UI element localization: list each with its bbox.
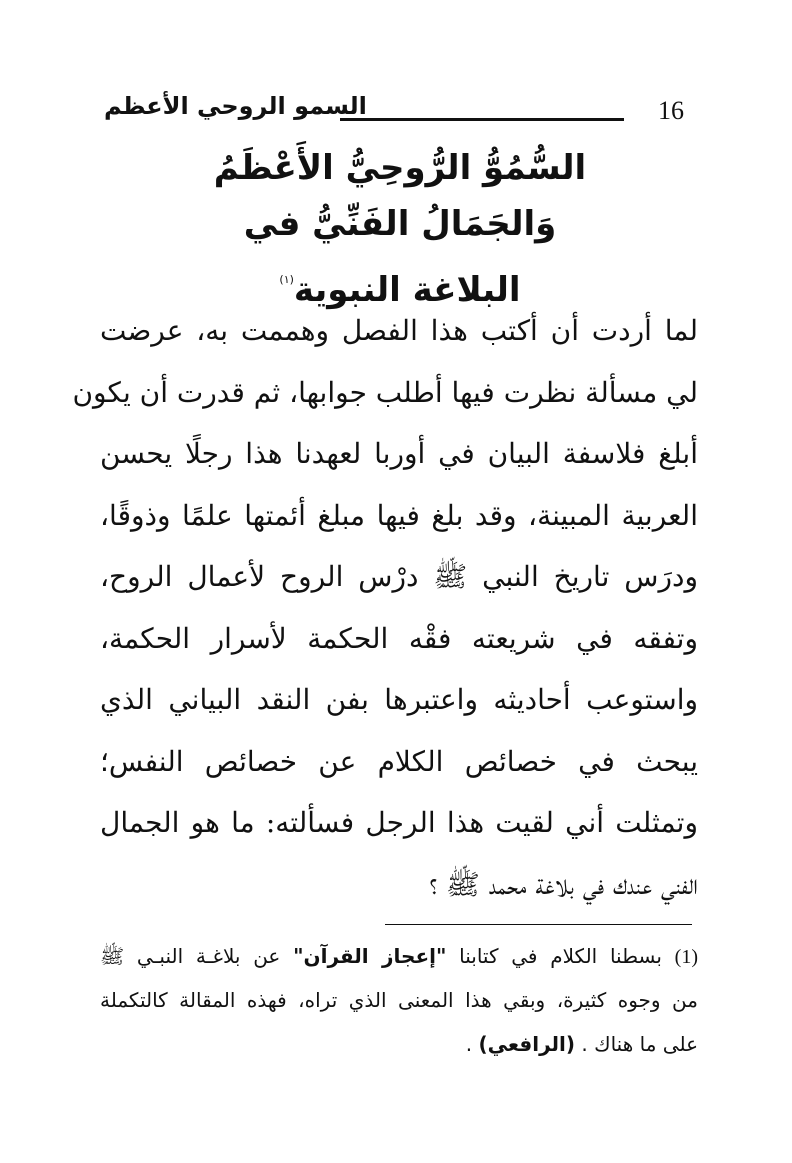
body-line: وتفقه في شريعته فقْه الحكمة لأسرار الحكمة، [100, 621, 698, 655]
footnote-text: عن بلاغـة النبـي ﷺ [100, 944, 281, 968]
header-rule [340, 118, 624, 121]
author-signature: (الرافعي) [478, 1032, 576, 1056]
body-line: واستوعب أحاديثه واعتبرها بفن النقد البياني الذي [100, 683, 698, 716]
footnote-text: على ما هناك . [581, 1032, 698, 1056]
body-paragraph [72, 300, 698, 915]
footnote [100, 934, 698, 1066]
chapter-title [150, 140, 650, 318]
body-line: أبلغ فلاسفة البيان في أوربا لعهدنا هذا رجلًا يحسن [100, 437, 698, 470]
body-line: لي مسألة نظرت فيها أطلب جوابها، ثم قدرت أن يكون [72, 375, 698, 409]
body-line: وتمثلت أني لقيت هذا الرجل فسألته: ما هو الجمال [100, 806, 698, 839]
body-line: الفني عندك في بلاغة محمد ﷺ ؟ [429, 867, 698, 901]
footnote-line-1 [100, 934, 698, 978]
footnote-reference[interactable]: (١) [279, 273, 294, 286]
footnote-text: . [465, 1032, 473, 1056]
book-title: "إعجاز القرآن" [293, 944, 447, 968]
footnote-number: (1) [674, 946, 699, 968]
body-line: يبحث في خصائص الكلام عن خصائص النفس؛ [100, 744, 698, 778]
running-header [100, 92, 692, 136]
title-line-1: السُّمُوُّ الرُّوحِيُّ الأَعْظَمُ [213, 148, 587, 188]
title-line-3-text: البلاغة النبوية [293, 270, 521, 310]
page-number: 16 [658, 96, 684, 125]
body-line: لما أردت أن أكتب هذا الفصل وهممت به، عرضت [100, 314, 698, 347]
footnote-line-2: من وجوه كثيرة، وبقي هذا المعنى الذي تراه، فهذه المقالة كالتكملة [100, 988, 698, 1012]
footnote-text: بسطنا الكلام في كتابنا [459, 944, 662, 968]
body-line: العربية المبينة، وقد بلغ فيها مبلغ أئمتها علمًا وذوقًا، [100, 498, 698, 532]
running-title: السمو الروحي الأعظم [104, 92, 367, 120]
footnote-separator [385, 924, 692, 925]
title-line-2: وَالجَمَالُ الفَنِّيُّ في [243, 204, 557, 244]
footnote-line-3 [100, 1022, 698, 1066]
body-line: ودرَس تاريخ النبي ﷺ درْس الروح لأعمال الروح، [100, 560, 698, 593]
